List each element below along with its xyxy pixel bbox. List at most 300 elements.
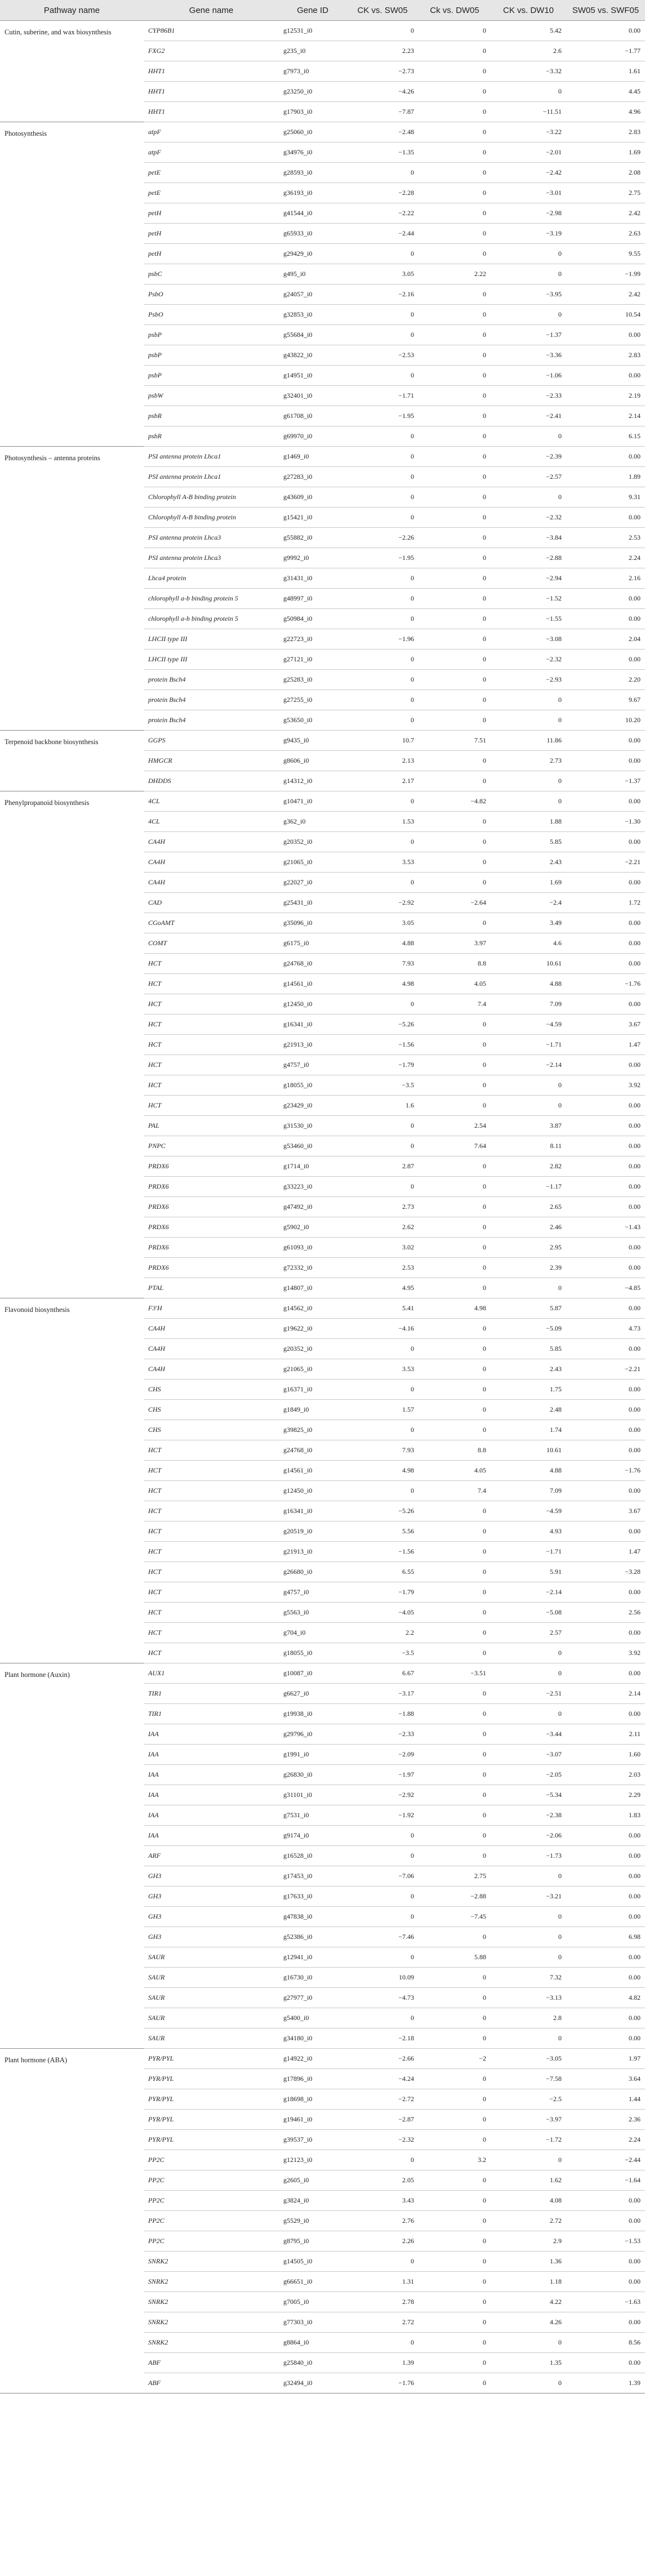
- ck-vs-dw10-cell: 1.74: [491, 1420, 566, 1440]
- gene-id-cell: g24768_i0: [279, 1440, 346, 1461]
- ck-vs-dw10-cell: 4.93: [491, 1521, 566, 1542]
- gene-id-cell: g55684_i0: [279, 325, 346, 345]
- ck-vs-sw05-cell: −1.79: [346, 1582, 419, 1603]
- ck-vs-sw05-cell: 3.53: [346, 1359, 419, 1380]
- ck-vs-sw05-cell: 6.55: [346, 1562, 419, 1582]
- gene-name-cell: CHS: [144, 1380, 279, 1400]
- gene-id-cell: g29429_i0: [279, 244, 346, 264]
- gene-name-cell: PYR/PYL: [144, 2089, 279, 2110]
- ck-vs-sw05-cell: 0: [346, 426, 419, 447]
- ck-vs-dw05-cell: 0: [419, 183, 491, 203]
- sw05-vs-swf05-cell: 2.20: [566, 670, 645, 690]
- ck-vs-dw10-cell: 2.43: [491, 852, 566, 873]
- ck-vs-dw10-cell: 1.36: [491, 2252, 566, 2272]
- ck-vs-dw05-cell: 0: [419, 1988, 491, 2008]
- ck-vs-dw05-cell: 0: [419, 690, 491, 710]
- sw05-vs-swf05-cell: 0.00: [566, 791, 645, 812]
- sw05-vs-swf05-cell: −1.76: [566, 1461, 645, 1481]
- ck-vs-sw05-cell: −1.88: [346, 1704, 419, 1724]
- ck-vs-dw05-cell: 0: [419, 406, 491, 426]
- sw05-vs-swf05-cell: −1.37: [566, 771, 645, 791]
- ck-vs-dw05-cell: 0: [419, 284, 491, 305]
- ck-vs-sw05-cell: 5.41: [346, 1298, 419, 1319]
- sw05-vs-swf05-cell: −1.76: [566, 974, 645, 994]
- ck-vs-sw05-cell: 0: [346, 1177, 419, 1197]
- ck-vs-dw05-cell: 0: [419, 325, 491, 345]
- gene-name-cell: PSI antenna protein Lhca1: [144, 467, 279, 487]
- ck-vs-dw10-cell: 4.88: [491, 974, 566, 994]
- gene-name-cell: PTAL: [144, 1278, 279, 1298]
- gene-id-cell: g22723_i0: [279, 629, 346, 649]
- gene-id-cell: g25840_i0: [279, 2353, 346, 2373]
- sw05-vs-swf05-cell: 1.61: [566, 61, 645, 82]
- sw05-vs-swf05-cell: −1.77: [566, 41, 645, 61]
- sw05-vs-swf05-cell: 2.04: [566, 629, 645, 649]
- ck-vs-dw10-cell: 4.22: [491, 2292, 566, 2312]
- ck-vs-sw05-cell: 0: [346, 487, 419, 508]
- ck-vs-sw05-cell: −2.66: [346, 2049, 419, 2069]
- ck-vs-dw05-cell: 0: [419, 163, 491, 183]
- gene-name-cell: protein Bsch4: [144, 670, 279, 690]
- gene-name-cell: HCT: [144, 1481, 279, 1501]
- gene-id-cell: g48997_i0: [279, 589, 346, 609]
- sw05-vs-swf05-cell: 0.00: [566, 1907, 645, 1927]
- ck-vs-sw05-cell: 0: [346, 589, 419, 609]
- gene-id-cell: g16528_i0: [279, 1846, 346, 1866]
- ck-vs-dw10-cell: 0: [491, 1947, 566, 1968]
- sw05-vs-swf05-cell: 0.00: [566, 325, 645, 345]
- gene-name-cell: ABF: [144, 2353, 279, 2373]
- gene-name-cell: HCT: [144, 974, 279, 994]
- gene-name-cell: GH3: [144, 1907, 279, 1927]
- gene-name-cell: psbP: [144, 345, 279, 366]
- ck-vs-sw05-cell: 2.76: [346, 2211, 419, 2231]
- gene-id-cell: g5400_i0: [279, 2008, 346, 2028]
- ck-vs-sw05-cell: 1.6: [346, 1096, 419, 1116]
- sw05-vs-swf05-cell: 3.67: [566, 1501, 645, 1521]
- gene-name-cell: petH: [144, 244, 279, 264]
- ck-vs-sw05-cell: 2.17: [346, 771, 419, 791]
- sw05-vs-swf05-cell: 2.03: [566, 1765, 645, 1785]
- sw05-vs-swf05-cell: 0.00: [566, 2028, 645, 2049]
- ck-vs-sw05-cell: −3.5: [346, 1643, 419, 1663]
- gene-id-cell: g22027_i0: [279, 873, 346, 893]
- ck-vs-dw05-cell: 0: [419, 873, 491, 893]
- gene-name-cell: PYR/PYL: [144, 2110, 279, 2130]
- ck-vs-sw05-cell: −1.96: [346, 629, 419, 649]
- ck-vs-dw05-cell: 0: [419, 1846, 491, 1866]
- ck-vs-dw05-cell: 0: [419, 1623, 491, 1643]
- gene-name-cell: GH3: [144, 1887, 279, 1907]
- gene-id-cell: g27121_i0: [279, 649, 346, 670]
- ck-vs-dw10-cell: 4.6: [491, 933, 566, 954]
- ck-vs-dw10-cell: 4.88: [491, 1461, 566, 1481]
- gene-id-cell: g14561_i0: [279, 974, 346, 994]
- ck-vs-dw10-cell: 2.95: [491, 1238, 566, 1258]
- gene-id-cell: g19461_i0: [279, 2110, 346, 2130]
- ck-vs-dw05-cell: 0: [419, 41, 491, 61]
- gene-id-cell: g21913_i0: [279, 1542, 346, 1562]
- ck-vs-sw05-cell: 0: [346, 649, 419, 670]
- gene-name-cell: IAA: [144, 1785, 279, 1805]
- ck-vs-dw10-cell: 7.09: [491, 994, 566, 1015]
- gene-id-cell: g41544_i0: [279, 203, 346, 224]
- sw05-vs-swf05-cell: 1.97: [566, 2049, 645, 2069]
- sw05-vs-swf05-cell: 1.44: [566, 2089, 645, 2110]
- sw05-vs-swf05-cell: 0.00: [566, 1663, 645, 1684]
- ck-vs-dw05-cell: 0: [419, 2272, 491, 2292]
- gene-id-cell: g18698_i0: [279, 2089, 346, 2110]
- header-pathway-name: Pathway name: [0, 0, 144, 21]
- gene-id-cell: g34976_i0: [279, 143, 346, 163]
- sw05-vs-swf05-cell: 0.00: [566, 1521, 645, 1542]
- sw05-vs-swf05-cell: −2.21: [566, 852, 645, 873]
- gene-id-cell: g31431_i0: [279, 568, 346, 589]
- ck-vs-dw10-cell: −2.5: [491, 2089, 566, 2110]
- ck-vs-dw10-cell: 0: [491, 1866, 566, 1887]
- ck-vs-dw10-cell: 0: [491, 1704, 566, 1724]
- ck-vs-dw05-cell: 0: [419, 386, 491, 406]
- gene-name-cell: IAA: [144, 1724, 279, 1745]
- ck-vs-dw05-cell: 0: [419, 1704, 491, 1724]
- ck-vs-dw10-cell: −5.34: [491, 1785, 566, 1805]
- gene-id-cell: g25431_i0: [279, 893, 346, 913]
- sw05-vs-swf05-cell: 2.56: [566, 1603, 645, 1623]
- ck-vs-sw05-cell: 0: [346, 1116, 419, 1136]
- gene-name-cell: PsbO: [144, 284, 279, 305]
- sw05-vs-swf05-cell: 0.00: [566, 1582, 645, 1603]
- sw05-vs-swf05-cell: 0.00: [566, 2191, 645, 2211]
- sw05-vs-swf05-cell: 0.00: [566, 1826, 645, 1846]
- ck-vs-sw05-cell: −1.35: [346, 143, 419, 163]
- ck-vs-dw05-cell: 0: [419, 589, 491, 609]
- ck-vs-sw05-cell: 1.31: [346, 2272, 419, 2292]
- gene-id-cell: g6627_i0: [279, 1684, 346, 1704]
- ck-vs-dw05-cell: −4.82: [419, 791, 491, 812]
- ck-vs-sw05-cell: 0: [346, 1907, 419, 1927]
- ck-vs-sw05-cell: −4.16: [346, 1319, 419, 1339]
- ck-vs-sw05-cell: −2.44: [346, 224, 419, 244]
- ck-vs-dw10-cell: −1.71: [491, 1035, 566, 1055]
- gene-name-cell: psbP: [144, 325, 279, 345]
- gene-name-cell: protein Bsch4: [144, 690, 279, 710]
- sw05-vs-swf05-cell: 0.00: [566, 2272, 645, 2292]
- ck-vs-dw05-cell: 0: [419, 548, 491, 568]
- ck-vs-dw10-cell: 8.11: [491, 1136, 566, 1156]
- ck-vs-dw10-cell: 0: [491, 2028, 566, 2049]
- sw05-vs-swf05-cell: 4.96: [566, 102, 645, 122]
- gene-name-cell: protein Bsch4: [144, 710, 279, 731]
- ck-vs-dw05-cell: 0: [419, 629, 491, 649]
- gene-id-cell: g53650_i0: [279, 710, 346, 731]
- ck-vs-dw10-cell: −3.01: [491, 183, 566, 203]
- gene-name-cell: IAA: [144, 1745, 279, 1765]
- ck-vs-dw05-cell: −3.51: [419, 1663, 491, 1684]
- ck-vs-dw10-cell: −2.93: [491, 670, 566, 690]
- gene-name-cell: PRDX6: [144, 1238, 279, 1258]
- sw05-vs-swf05-cell: 0.00: [566, 1968, 645, 1988]
- ck-vs-dw10-cell: 1.75: [491, 1380, 566, 1400]
- gene-id-cell: g14922_i0: [279, 2049, 346, 2069]
- ck-vs-dw10-cell: −4.59: [491, 1015, 566, 1035]
- ck-vs-dw10-cell: −2.88: [491, 548, 566, 568]
- ck-vs-sw05-cell: −4.05: [346, 1603, 419, 1623]
- ck-vs-dw10-cell: −2.01: [491, 143, 566, 163]
- ck-vs-dw10-cell: −2.33: [491, 386, 566, 406]
- gene-id-cell: g28593_i0: [279, 163, 346, 183]
- ck-vs-sw05-cell: 3.05: [346, 913, 419, 933]
- sw05-vs-swf05-cell: 0.00: [566, 1947, 645, 1968]
- sw05-vs-swf05-cell: 6.15: [566, 426, 645, 447]
- table-row: [0, 447, 645, 467]
- pathway-name-cell: Cutin, suberine, and wax biosynthesis: [0, 21, 144, 122]
- ck-vs-sw05-cell: 0: [346, 1887, 419, 1907]
- ck-vs-sw05-cell: 2.73: [346, 1197, 419, 1217]
- gene-name-cell: SAUR: [144, 2008, 279, 2028]
- table-row: [0, 791, 645, 812]
- ck-vs-sw05-cell: 0: [346, 609, 419, 629]
- ck-vs-sw05-cell: 0: [346, 1339, 419, 1359]
- gene-name-cell: LHCII type III: [144, 629, 279, 649]
- ck-vs-dw10-cell: 0: [491, 244, 566, 264]
- gene-id-cell: g21913_i0: [279, 1035, 346, 1055]
- gene-name-cell: psbW: [144, 386, 279, 406]
- sw05-vs-swf05-cell: 4.82: [566, 1988, 645, 2008]
- sw05-vs-swf05-cell: 0.00: [566, 1440, 645, 1461]
- sw05-vs-swf05-cell: 2.19: [566, 386, 645, 406]
- ck-vs-sw05-cell: 0: [346, 710, 419, 731]
- ck-vs-sw05-cell: −2.53: [346, 345, 419, 366]
- ck-vs-dw05-cell: 0: [419, 710, 491, 731]
- gene-name-cell: Chlorophyll A-B binding protein: [144, 487, 279, 508]
- ck-vs-dw05-cell: 0: [419, 1400, 491, 1420]
- sw05-vs-swf05-cell: 0.00: [566, 1380, 645, 1400]
- ck-vs-sw05-cell: −2.33: [346, 1724, 419, 1745]
- ck-vs-sw05-cell: 0: [346, 21, 419, 41]
- ck-vs-dw10-cell: 3.49: [491, 913, 566, 933]
- ck-vs-dw10-cell: 2.6: [491, 41, 566, 61]
- ck-vs-sw05-cell: 0: [346, 791, 419, 812]
- gene-name-cell: PRDX6: [144, 1258, 279, 1278]
- ck-vs-dw10-cell: −5.09: [491, 1319, 566, 1339]
- gene-name-cell: GH3: [144, 1927, 279, 1947]
- gene-id-cell: g18055_i0: [279, 1643, 346, 1663]
- sw05-vs-swf05-cell: −1.63: [566, 2292, 645, 2312]
- ck-vs-dw10-cell: −2.39: [491, 447, 566, 467]
- gene-id-cell: g34180_i0: [279, 2028, 346, 2049]
- gene-name-cell: GGPS: [144, 731, 279, 751]
- gene-id-cell: g9174_i0: [279, 1826, 346, 1846]
- sw05-vs-swf05-cell: 0.00: [566, 1887, 645, 1907]
- ck-vs-sw05-cell: 0: [346, 832, 419, 852]
- ck-vs-dw05-cell: 0: [419, 1521, 491, 1542]
- ck-vs-dw10-cell: 0: [491, 1643, 566, 1663]
- ck-vs-sw05-cell: 2.78: [346, 2292, 419, 2312]
- gene-name-cell: AUX1: [144, 1663, 279, 1684]
- ck-vs-dw10-cell: −2.32: [491, 649, 566, 670]
- ck-vs-sw05-cell: 0: [346, 508, 419, 528]
- ck-vs-dw05-cell: 0: [419, 1217, 491, 1238]
- ck-vs-sw05-cell: 4.98: [346, 974, 419, 994]
- gene-id-cell: g5902_i0: [279, 1217, 346, 1238]
- ck-vs-sw05-cell: 2.87: [346, 1156, 419, 1177]
- ck-vs-dw10-cell: 0: [491, 487, 566, 508]
- ck-vs-dw05-cell: 0: [419, 568, 491, 589]
- ck-vs-dw10-cell: 1.35: [491, 2353, 566, 2373]
- ck-vs-dw05-cell: 0: [419, 82, 491, 102]
- gene-id-cell: g704_i0: [279, 1623, 346, 1643]
- ck-vs-sw05-cell: 2.62: [346, 1217, 419, 1238]
- ck-vs-dw10-cell: −2.4: [491, 893, 566, 913]
- ck-vs-dw10-cell: 2.72: [491, 2211, 566, 2231]
- gene-id-cell: g12123_i0: [279, 2150, 346, 2170]
- sw05-vs-swf05-cell: 0.00: [566, 1156, 645, 1177]
- sw05-vs-swf05-cell: 0.00: [566, 994, 645, 1015]
- sw05-vs-swf05-cell: 0.00: [566, 933, 645, 954]
- ck-vs-dw10-cell: 0: [491, 305, 566, 325]
- ck-vs-sw05-cell: 4.95: [346, 1278, 419, 1298]
- gene-name-cell: PsbO: [144, 305, 279, 325]
- ck-vs-sw05-cell: 0: [346, 1826, 419, 1846]
- ck-vs-dw05-cell: 0: [419, 21, 491, 41]
- ck-vs-dw05-cell: 0: [419, 2110, 491, 2130]
- ck-vs-sw05-cell: −2.26: [346, 528, 419, 548]
- sw05-vs-swf05-cell: 0.00: [566, 751, 645, 771]
- ck-vs-dw05-cell: 0: [419, 771, 491, 791]
- ck-vs-dw05-cell: 0: [419, 2312, 491, 2333]
- ck-vs-dw10-cell: 7.32: [491, 1968, 566, 1988]
- ck-vs-dw05-cell: 0: [419, 1805, 491, 1826]
- gene-name-cell: HCT: [144, 1562, 279, 1582]
- table-row: [0, 1663, 645, 1684]
- ck-vs-dw05-cell: 0: [419, 2353, 491, 2373]
- ck-vs-dw10-cell: −2.41: [491, 406, 566, 426]
- gene-id-cell: g23250_i0: [279, 82, 346, 102]
- sw05-vs-swf05-cell: −2.44: [566, 2150, 645, 2170]
- ck-vs-sw05-cell: 0: [346, 994, 419, 1015]
- ck-vs-dw05-cell: 0: [419, 1258, 491, 1278]
- gene-id-cell: g14807_i0: [279, 1278, 346, 1298]
- ck-vs-dw05-cell: 0: [419, 2130, 491, 2150]
- gene-name-cell: DHDDS: [144, 771, 279, 791]
- gene-name-cell: CHS: [144, 1400, 279, 1420]
- header-ck-vs-dw10: CK vs. DW10: [491, 0, 566, 21]
- gene-name-cell: atpF: [144, 143, 279, 163]
- ck-vs-dw10-cell: −3.08: [491, 629, 566, 649]
- sw05-vs-swf05-cell: −1.43: [566, 1217, 645, 1238]
- gene-id-cell: g12450_i0: [279, 994, 346, 1015]
- sw05-vs-swf05-cell: 0.00: [566, 508, 645, 528]
- gene-id-cell: g19938_i0: [279, 1704, 346, 1724]
- ck-vs-dw05-cell: 0: [419, 1927, 491, 1947]
- ck-vs-dw10-cell: −3.32: [491, 61, 566, 82]
- gene-id-cell: g17896_i0: [279, 2069, 346, 2089]
- gene-name-cell: TIR1: [144, 1684, 279, 1704]
- sw05-vs-swf05-cell: −1.99: [566, 264, 645, 284]
- ck-vs-dw05-cell: 0: [419, 1684, 491, 1704]
- ck-vs-sw05-cell: 6.67: [346, 1663, 419, 1684]
- gene-name-cell: HCT: [144, 1521, 279, 1542]
- ck-vs-dw10-cell: 2.46: [491, 1217, 566, 1238]
- gene-name-cell: HMGCR: [144, 751, 279, 771]
- ck-vs-dw05-cell: 0: [419, 366, 491, 386]
- ck-vs-dw10-cell: 5.85: [491, 832, 566, 852]
- gene-name-cell: HCT: [144, 1015, 279, 1035]
- sw05-vs-swf05-cell: 0.00: [566, 447, 645, 467]
- ck-vs-sw05-cell: −7.06: [346, 1866, 419, 1887]
- gene-id-cell: g17633_i0: [279, 1887, 346, 1907]
- ck-vs-dw10-cell: −1.52: [491, 589, 566, 609]
- gene-id-cell: g8795_i0: [279, 2231, 346, 2252]
- ck-vs-dw05-cell: 2.75: [419, 1866, 491, 1887]
- ck-vs-dw05-cell: 0: [419, 345, 491, 366]
- pathway-name-cell: Photosynthesis: [0, 122, 144, 447]
- ck-vs-dw05-cell: 0: [419, 649, 491, 670]
- gene-id-cell: g72332_i0: [279, 1258, 346, 1278]
- gene-name-cell: HCT: [144, 1603, 279, 1623]
- ck-vs-dw05-cell: 0: [419, 447, 491, 467]
- gene-name-cell: PSI antenna protein Lhca3: [144, 548, 279, 568]
- gene-name-cell: HCT: [144, 1096, 279, 1116]
- ck-vs-sw05-cell: −4.26: [346, 82, 419, 102]
- ck-vs-dw10-cell: 5.85: [491, 1339, 566, 1359]
- ck-vs-dw10-cell: −2.05: [491, 1765, 566, 1785]
- ck-vs-dw05-cell: 0: [419, 1380, 491, 1400]
- ck-vs-sw05-cell: −4.73: [346, 1988, 419, 2008]
- gene-name-cell: atpF: [144, 122, 279, 143]
- gene-id-cell: g2605_i0: [279, 2170, 346, 2191]
- gene-name-cell: PP2C: [144, 2150, 279, 2170]
- gene-id-cell: g495_i0: [279, 264, 346, 284]
- ck-vs-sw05-cell: 0: [346, 1380, 419, 1400]
- sw05-vs-swf05-cell: −1.64: [566, 2170, 645, 2191]
- ck-vs-sw05-cell: 0: [346, 2150, 419, 2170]
- ck-vs-sw05-cell: 0: [346, 1947, 419, 1968]
- ck-vs-dw05-cell: 3.2: [419, 2150, 491, 2170]
- gene-id-cell: g17903_i0: [279, 102, 346, 122]
- ck-vs-sw05-cell: −1.76: [346, 2373, 419, 2393]
- sw05-vs-swf05-cell: 2.53: [566, 528, 645, 548]
- gene-id-cell: g32853_i0: [279, 305, 346, 325]
- gene-name-cell: psbR: [144, 426, 279, 447]
- gene-name-cell: HCT: [144, 1035, 279, 1055]
- gene-id-cell: g39537_i0: [279, 2130, 346, 2150]
- sw05-vs-swf05-cell: 6.98: [566, 1927, 645, 1947]
- ck-vs-dw10-cell: 2.65: [491, 1197, 566, 1217]
- sw05-vs-swf05-cell: 0.00: [566, 1846, 645, 1866]
- ck-vs-sw05-cell: −1.71: [346, 386, 419, 406]
- ck-vs-dw05-cell: 0: [419, 832, 491, 852]
- gene-id-cell: g47838_i0: [279, 1907, 346, 1927]
- gene-name-cell: CGoAMT: [144, 913, 279, 933]
- pathway-name-cell: Flavonoid biosynthesis: [0, 1298, 144, 1663]
- ck-vs-sw05-cell: −2.48: [346, 122, 419, 143]
- ck-vs-dw10-cell: −3.44: [491, 1724, 566, 1745]
- gene-name-cell: PAL: [144, 1116, 279, 1136]
- sw05-vs-swf05-cell: 2.16: [566, 568, 645, 589]
- sw05-vs-swf05-cell: 3.67: [566, 1015, 645, 1035]
- gene-id-cell: g17453_i0: [279, 1866, 346, 1887]
- sw05-vs-swf05-cell: 0.00: [566, 1481, 645, 1501]
- gene-id-cell: g1849_i0: [279, 1400, 346, 1420]
- gene-name-cell: FXG2: [144, 41, 279, 61]
- ck-vs-sw05-cell: 0: [346, 670, 419, 690]
- ck-vs-dw10-cell: 0: [491, 1663, 566, 1684]
- gene-id-cell: g235_i0: [279, 41, 346, 61]
- table-header-row: [0, 0, 645, 21]
- ck-vs-dw10-cell: 2.39: [491, 1258, 566, 1278]
- ck-vs-dw10-cell: 0: [491, 710, 566, 731]
